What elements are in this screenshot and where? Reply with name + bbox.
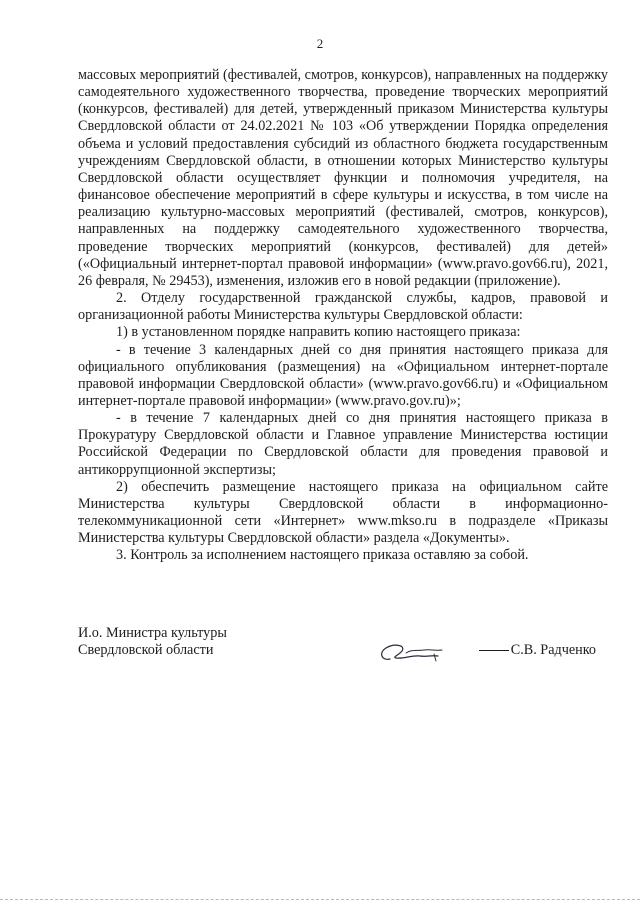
document-body xyxy=(78,67,608,565)
signatory-position-line1: И.о. Министра культуры xyxy=(78,625,227,641)
paragraph-continuation: массовых мероприятий (фестивалей, смотров, конкурсов), направленных на поддержку самодеятельного художественного творчества, проведение творческих мероприятий (конкурсов, фестивалей) для детей, утвержденный приказом Министерства культуры Свердловской области от 24.02.2021 № 103 «Об утверждении Порядка определения объема и условий предоставления субсидий из областного бюджета государственным учреждениям Свердловской области, в отношении которых Министерство культуры Свердловской области осуществляет функции и полномочия учредителя, на финансовое обеспечение мероприятий в сфере культуры и искусства, в том числе на реализацию культурно-массовых мероприятий (фестивалей, смотров, конкурсов), направленных на поддержку самодеятельного художественного творчества, проведение творческих мероприятий (конкурсов, фестивалей) для детей» («Официальный интернет-портал правовой информации» (www.pravo.gov66.ru), 2021, 26 февраля, № 29453), изменения, изложив его в новой редакции (приложение). xyxy=(78,67,608,289)
page-number: 2 xyxy=(316,36,324,51)
bottom-scan-edge xyxy=(0,899,640,900)
handwritten-signature xyxy=(376,639,448,665)
signature-dash xyxy=(479,650,509,651)
paragraph-item-3: 3. Контроль за исполнением настоящего приказа оставляю за собой. xyxy=(116,547,529,564)
signatory-name: С.В. Радченко xyxy=(510,642,596,658)
paragraph-publication-term: - в течение 3 календарных дней со дня принятия настоящего приказа для официального опубликования (размещения) на «Официальном интернет-портале правовой информации Свердловской области» (www.pravo.gov66.ru) и «Официальном интернет-портале правовой информации» (www.pravo.gov.ru)»; xyxy=(78,341,608,409)
signature-block xyxy=(78,625,608,675)
signatory-name-line xyxy=(479,642,596,659)
paragraph-prosecutor-term: - в течение 7 календарных дней со дня принятия настоящего приказа в Прокуратуру Свердловской области и Главное управление Министерства юстиции Российской Федерации по Свердловской области для проведения правовой и антикоррупционной экспертизы; xyxy=(78,410,608,478)
paragraph-subitem-2: 2) обеспечить размещение настоящего приказа на официальном сайте Министерства культуры Свердловской области в информационно-телекоммуникационной сети «Интернет» www.mkso.ru в подразделе «Приказы Министерства культуры Свердловской области» раздела «Документы». xyxy=(78,478,608,547)
signatory-position-line2: Свердловской области xyxy=(78,642,214,659)
paragraph-item-2: 2. Отделу государственной гражданской службы, кадров, правовой и организационной работы Министерства культуры Свердловской области: xyxy=(78,290,608,324)
signatory-position xyxy=(78,625,227,659)
paragraph-subitem-1: 1) в установленном порядке направить копию настоящего приказа: xyxy=(116,324,521,341)
